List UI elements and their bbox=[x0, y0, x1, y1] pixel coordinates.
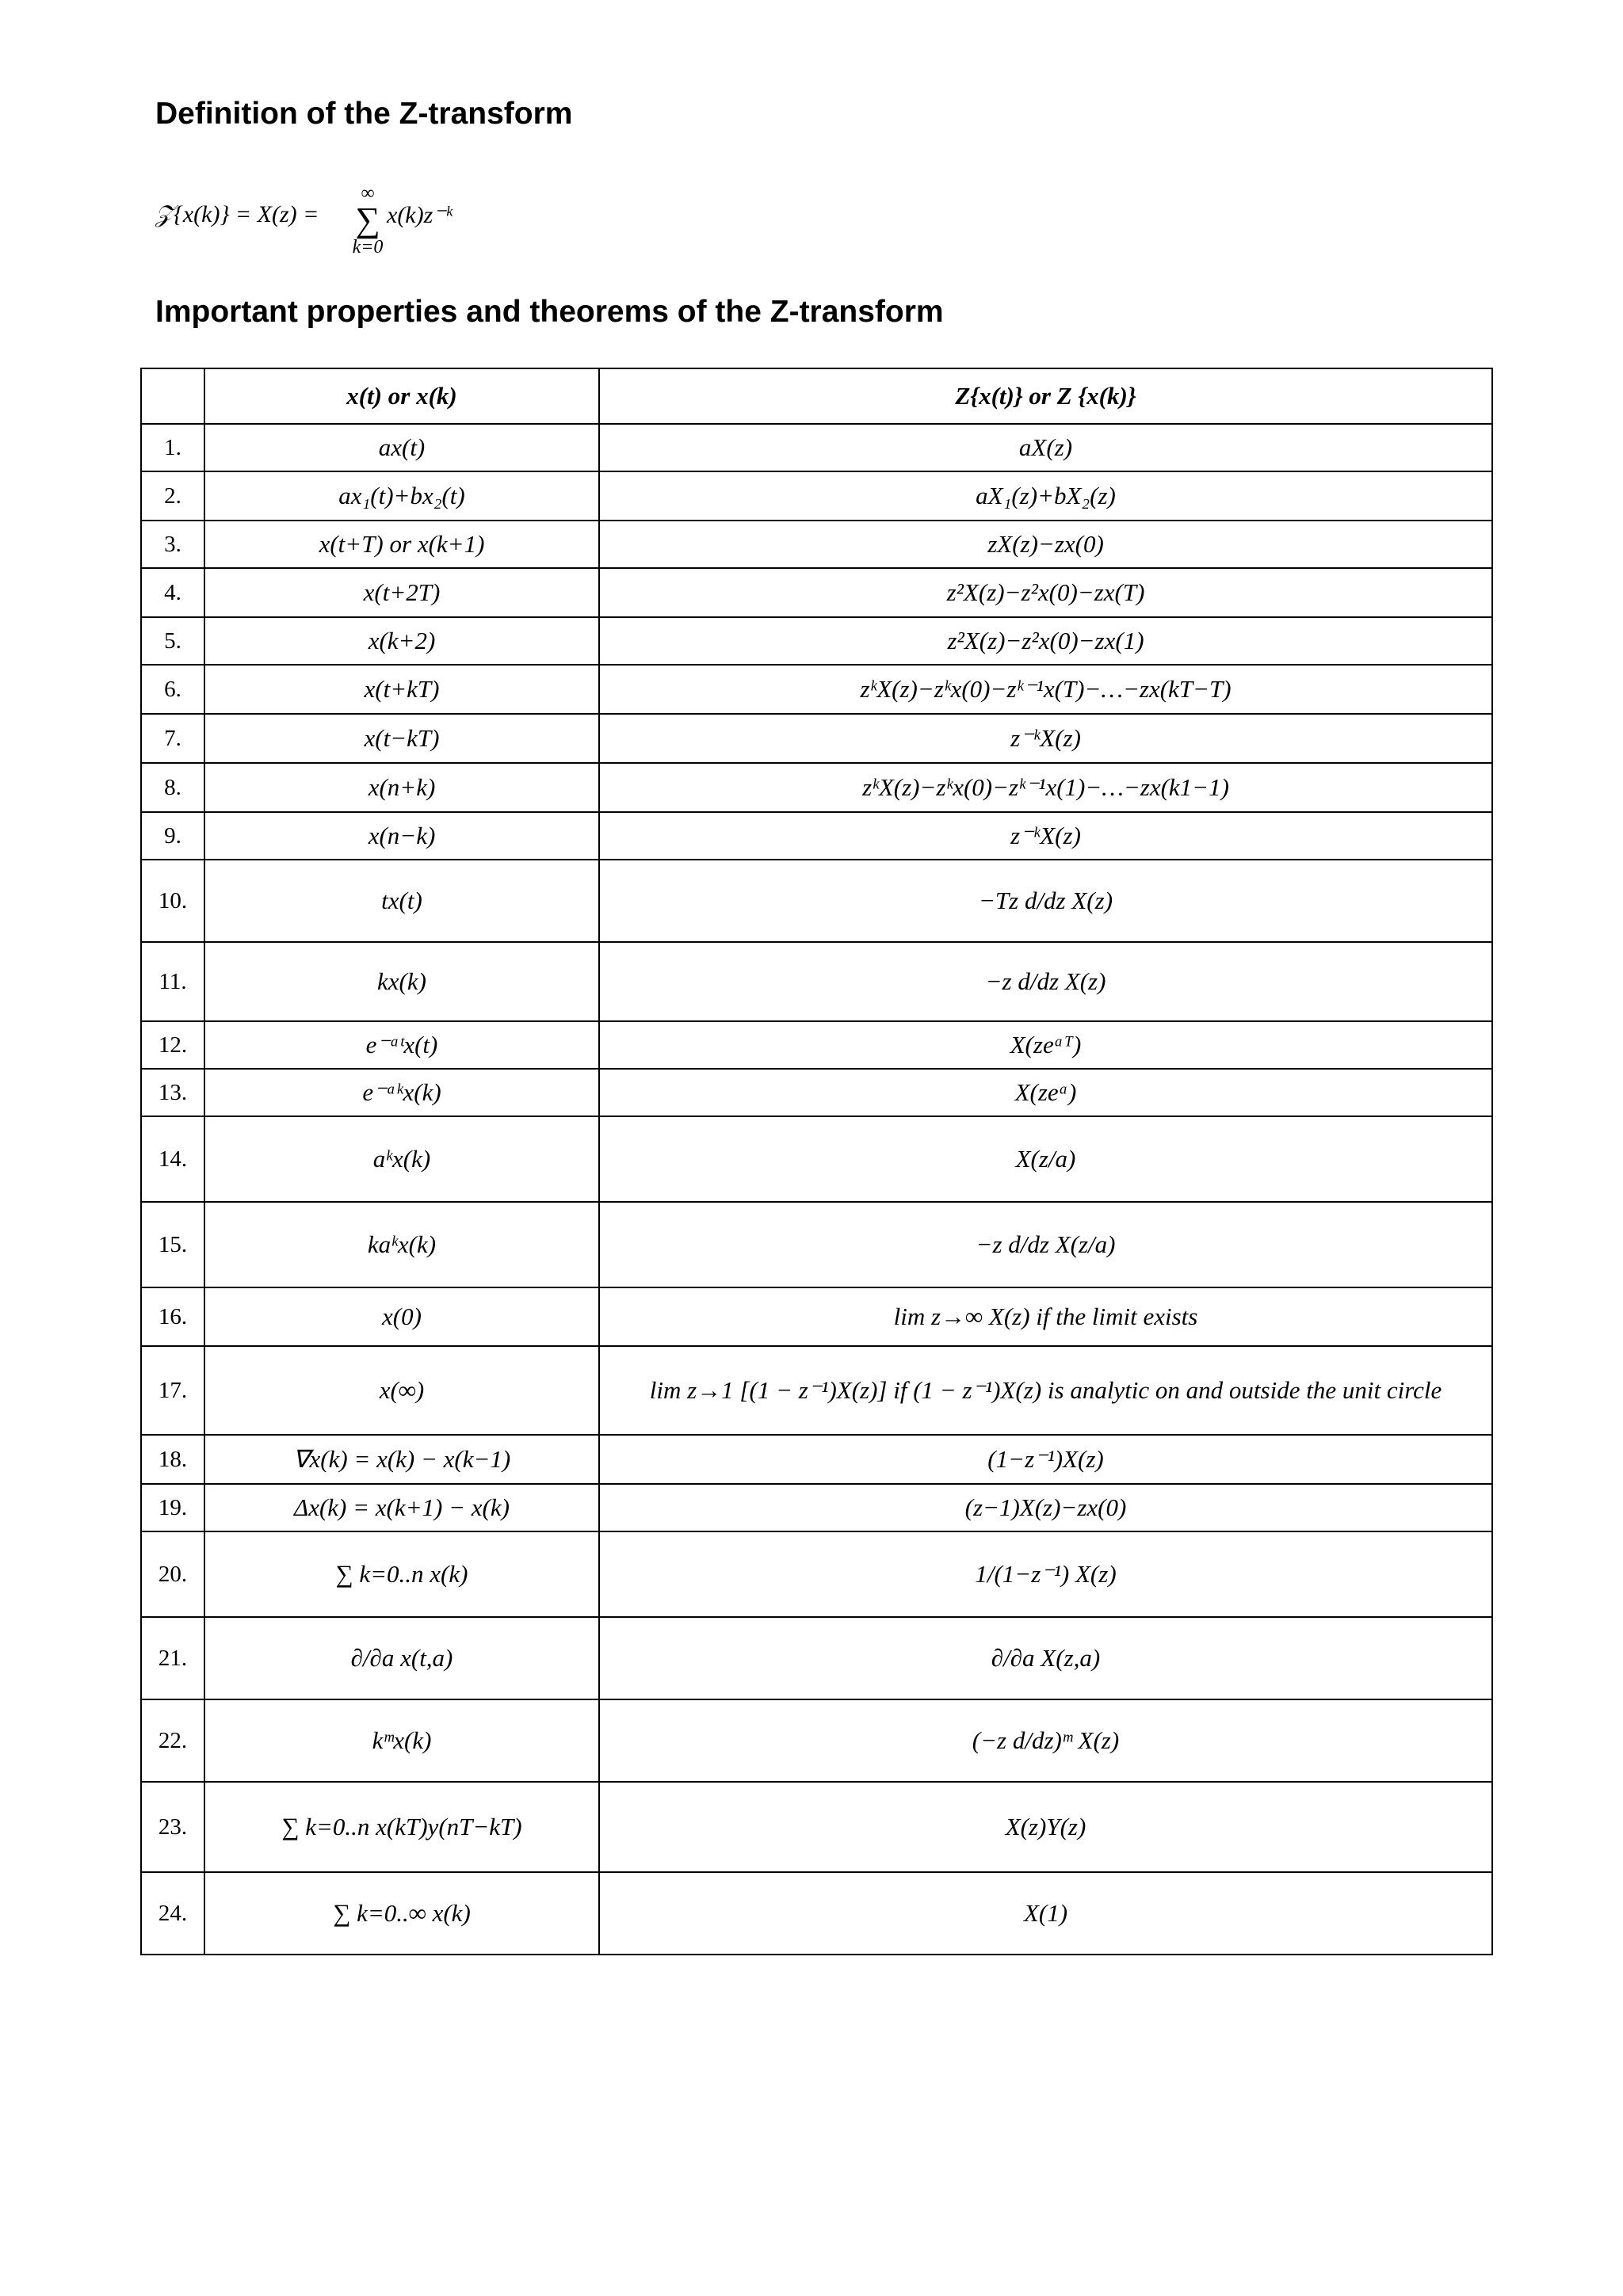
row-number: 23. bbox=[141, 1782, 204, 1872]
table-row bbox=[141, 665, 1492, 714]
time-domain-cell: x(t−kT) bbox=[204, 714, 599, 763]
time-domain-cell: ∂/∂a x(t,a) bbox=[204, 1617, 599, 1699]
row-number: 3. bbox=[141, 521, 204, 568]
table-row bbox=[141, 1531, 1492, 1617]
time-domain-cell: ∑ k=0..n x(k) bbox=[204, 1531, 599, 1617]
table-row bbox=[141, 1346, 1492, 1435]
time-domain-cell: x(t+2T) bbox=[204, 568, 599, 617]
row-number: 12. bbox=[141, 1021, 204, 1069]
row-number: 1. bbox=[141, 424, 204, 471]
table-row bbox=[141, 1287, 1492, 1346]
z-domain-cell: z²X(z)−z²x(0)−zx(1) bbox=[599, 617, 1492, 665]
z-domain-cell: (−z d/dz)ᵐ X(z) bbox=[599, 1699, 1492, 1782]
z-domain-cell: z⁻ᵏX(z) bbox=[599, 714, 1492, 763]
definition-heading: Definition of the Z-transform bbox=[155, 97, 573, 131]
table-row bbox=[141, 1484, 1492, 1531]
time-domain-cell: kaᵏx(k) bbox=[204, 1202, 599, 1287]
time-domain-cell: ∑ k=0..∞ x(k) bbox=[204, 1872, 599, 1955]
z-domain-cell: (1−z⁻¹)X(z) bbox=[599, 1435, 1492, 1484]
z-domain-cell: ∂/∂a X(z,a) bbox=[599, 1617, 1492, 1699]
time-domain-cell: ax₁(t)+bx₂(t) bbox=[204, 471, 599, 521]
table-row bbox=[141, 714, 1492, 763]
table-row bbox=[141, 763, 1492, 812]
row-number: 13. bbox=[141, 1069, 204, 1116]
z-domain-cell: −Tz d/dz X(z) bbox=[599, 860, 1492, 942]
table-row bbox=[141, 1021, 1492, 1069]
time-domain-cell: aᵏx(k) bbox=[204, 1116, 599, 1202]
z-domain-cell: zᵏX(z)−zᵏx(0)−zᵏ⁻¹x(T)−…−zx(kT−T) bbox=[599, 665, 1492, 714]
row-number: 16. bbox=[141, 1287, 204, 1346]
header-time-domain: x(t) or x(k) bbox=[204, 368, 599, 424]
table-row bbox=[141, 471, 1492, 521]
z-domain-cell: (z−1)X(z)−zx(0) bbox=[599, 1484, 1492, 1531]
time-domain-cell: x(t+T) or x(k+1) bbox=[204, 521, 599, 568]
table-row bbox=[141, 1069, 1492, 1116]
definition-summation bbox=[352, 184, 384, 257]
time-domain-cell: x(0) bbox=[204, 1287, 599, 1346]
row-number: 11. bbox=[141, 942, 204, 1021]
row-number: 5. bbox=[141, 617, 204, 665]
table-row bbox=[141, 1782, 1492, 1872]
row-number: 19. bbox=[141, 1484, 204, 1531]
z-domain-cell: 1/(1−z⁻¹) X(z) bbox=[599, 1531, 1492, 1617]
time-domain-cell: x(n+k) bbox=[204, 763, 599, 812]
table-row bbox=[141, 812, 1492, 860]
z-domain-cell: −z d/dz X(z) bbox=[599, 942, 1492, 1021]
z-domain-cell: lim z→∞ X(z) if the limit exists bbox=[599, 1287, 1492, 1346]
row-number: 10. bbox=[141, 860, 204, 942]
z-domain-cell: −z d/dz X(z/a) bbox=[599, 1202, 1492, 1287]
row-number: 20. bbox=[141, 1531, 204, 1617]
time-domain-cell: ∑ k=0..n x(kT)y(nT−kT) bbox=[204, 1782, 599, 1872]
row-number: 8. bbox=[141, 763, 204, 812]
row-number: 18. bbox=[141, 1435, 204, 1484]
row-number: 4. bbox=[141, 568, 204, 617]
z-domain-cell: X(z/a) bbox=[599, 1116, 1492, 1202]
z-domain-cell: X(1) bbox=[599, 1872, 1492, 1955]
z-domain-cell: aX(z) bbox=[599, 424, 1492, 471]
sum-lower-limit: k=0 bbox=[352, 237, 384, 257]
z-domain-cell: aX₁(z)+bX₂(z) bbox=[599, 471, 1492, 521]
table-header-row bbox=[141, 368, 1492, 424]
z-domain-cell: zᵏX(z)−zᵏx(0)−zᵏ⁻¹x(1)−…−zx(k1−1) bbox=[599, 763, 1492, 812]
z-domain-cell: lim z→1 [(1 − z⁻¹)X(z)] if (1 − z⁻¹)X(z) is analytic on and outside the unit circle bbox=[599, 1346, 1492, 1435]
table-row bbox=[141, 1699, 1492, 1782]
definition-lhs: 𝒵{x(k)} = X(z) = bbox=[155, 201, 319, 227]
table-row bbox=[141, 521, 1492, 568]
sum-symbol: ∑ bbox=[355, 200, 380, 239]
sum-upper-limit: ∞ bbox=[361, 183, 375, 204]
table-row bbox=[141, 568, 1492, 617]
time-domain-cell: x(n−k) bbox=[204, 812, 599, 860]
time-domain-cell: e⁻ᵃᵗx(t) bbox=[204, 1021, 599, 1069]
properties-heading: Important properties and theorems of the Z-transform bbox=[155, 295, 944, 329]
time-domain-cell: tx(t) bbox=[204, 860, 599, 942]
properties-table bbox=[140, 368, 1493, 1955]
header-z-domain: Z{x(t)} or Z {x(k)} bbox=[599, 368, 1492, 424]
row-number: 15. bbox=[141, 1202, 204, 1287]
z-domain-cell: X(zeᵃ) bbox=[599, 1069, 1492, 1116]
time-domain-cell: kᵐx(k) bbox=[204, 1699, 599, 1782]
table-row bbox=[141, 860, 1492, 942]
table-row bbox=[141, 1435, 1492, 1484]
time-domain-cell: e⁻ᵃᵏx(k) bbox=[204, 1069, 599, 1116]
z-domain-cell: X(zeᵃᵀ) bbox=[599, 1021, 1492, 1069]
row-number: 9. bbox=[141, 812, 204, 860]
time-domain-cell: ax(t) bbox=[204, 424, 599, 471]
table-row bbox=[141, 424, 1492, 471]
time-domain-cell: x(∞) bbox=[204, 1346, 599, 1435]
time-domain-cell: x(t+kT) bbox=[204, 665, 599, 714]
z-domain-cell: zX(z)−zx(0) bbox=[599, 521, 1492, 568]
row-number: 14. bbox=[141, 1116, 204, 1202]
table-row bbox=[141, 942, 1492, 1021]
row-number: 6. bbox=[141, 665, 204, 714]
table-row bbox=[141, 1116, 1492, 1202]
header-index bbox=[141, 368, 204, 424]
row-number: 17. bbox=[141, 1346, 204, 1435]
time-domain-cell: Δx(k) = x(k+1) − x(k) bbox=[204, 1484, 599, 1531]
time-domain-cell: kx(k) bbox=[204, 942, 599, 1021]
z-transform-definition bbox=[155, 184, 869, 271]
time-domain-cell: x(k+2) bbox=[204, 617, 599, 665]
row-number: 7. bbox=[141, 714, 204, 763]
table-row bbox=[141, 1872, 1492, 1955]
row-number: 21. bbox=[141, 1617, 204, 1699]
table-row bbox=[141, 617, 1492, 665]
z-domain-cell: z⁻ᵏX(z) bbox=[599, 812, 1492, 860]
table-row bbox=[141, 1202, 1492, 1287]
row-number: 2. bbox=[141, 471, 204, 521]
row-number: 22. bbox=[141, 1699, 204, 1782]
z-domain-cell: X(z)Y(z) bbox=[599, 1782, 1492, 1872]
row-number: 24. bbox=[141, 1872, 204, 1955]
time-domain-cell: ∇x(k) = x(k) − x(k−1) bbox=[204, 1435, 599, 1484]
z-domain-cell: z²X(z)−z²x(0)−zx(T) bbox=[599, 568, 1492, 617]
definition-rhs: x(k)z⁻ᵏ bbox=[387, 202, 453, 228]
table-row bbox=[141, 1617, 1492, 1699]
